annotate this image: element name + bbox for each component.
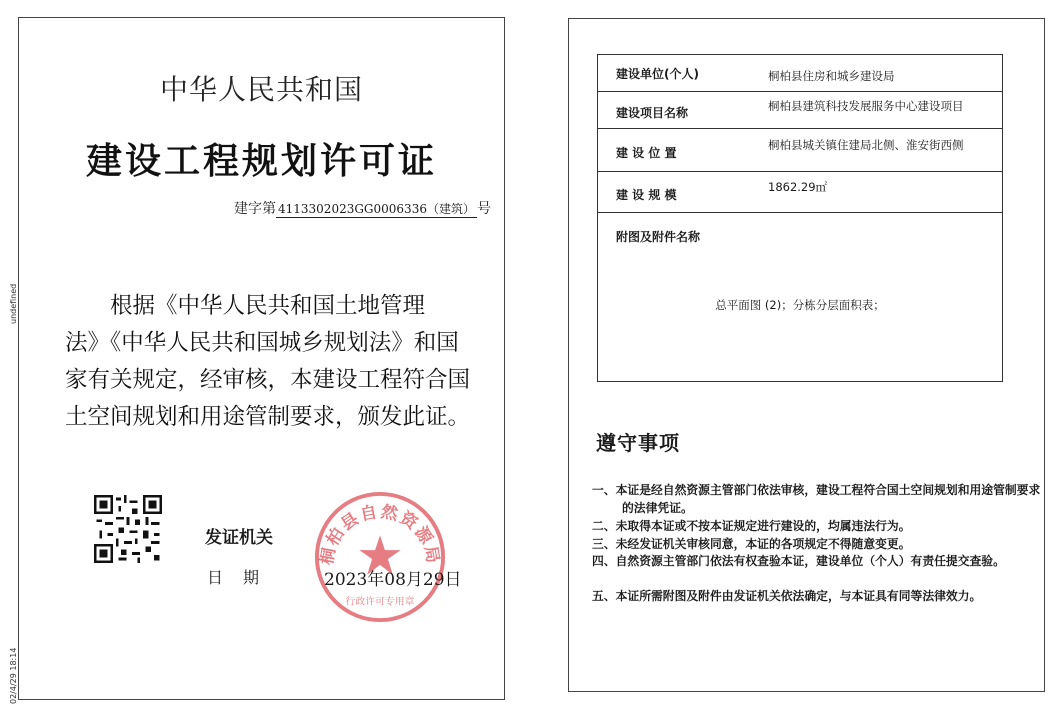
row-value: 桐柏县住房和城乡建设局 xyxy=(768,69,895,83)
row-label: 建设项目名称 xyxy=(616,106,689,120)
table-row xyxy=(598,172,1002,213)
certificate-back-page xyxy=(568,18,1045,692)
project-info-table xyxy=(597,54,1003,382)
rule-item: 五、本证所需附图及附件由发证机关依法确定，与本证具有同等法律效力。 xyxy=(592,589,982,603)
rule-item: 三、未经发证机关审核同意，本证的各项规定不得随意变更。 xyxy=(592,537,911,551)
row-label: 建 设 位 置 xyxy=(616,146,677,160)
certificate-number-value: 4113302023GG0006336（建筑） xyxy=(278,202,475,216)
certificate-number xyxy=(234,198,491,218)
issue-date: 2023年08月29日 xyxy=(324,570,462,590)
certificate-number-prefix: 建字第 xyxy=(234,201,276,217)
row-value: 桐柏县城关镇住建局北侧、淮安街西侧 xyxy=(768,138,964,152)
row-value: 桐柏县建筑科技发展服务中心建设项目 xyxy=(768,99,964,113)
table-row xyxy=(598,55,1002,92)
row-label: 建 设 规 模 xyxy=(616,188,677,202)
table-row xyxy=(598,129,1002,172)
legal-basis-text: 根据《中华人民共和国土地管理法》《中华人民共和国城乡规划法》和国家有关规定，经审核，本建设工程符合国土空间规划和用途管制要求，颁发此证。 xyxy=(65,293,471,430)
country-name: 中华人民共和国 xyxy=(159,73,363,106)
attachments-label: 附图及附件名称 xyxy=(616,230,701,244)
certificate-front-page xyxy=(18,17,505,700)
certificate-title: 建设工程规划许可证 xyxy=(85,141,437,182)
margin-timestamp: 02/4/29 18:14 xyxy=(9,647,18,704)
margin-undefined-text: undefined xyxy=(9,283,18,324)
official-seal-icon xyxy=(311,488,449,626)
seal-name: 桐柏县自然资源局 xyxy=(316,500,444,567)
attachments-value: 总平面图 (2)；分栋分层面积表； xyxy=(715,298,885,312)
qr-code-icon xyxy=(94,495,162,563)
rule-item: 四、自然资源主管部门依法有权查验本证，建设单位（个人）有责任提交查验。 xyxy=(592,554,1005,568)
row-label: 建设单位(个人) xyxy=(616,67,699,81)
row-value: 1862.29㎡ xyxy=(768,180,828,194)
issuing-authority-label: 发证机关 xyxy=(205,528,273,548)
issue-date-label: 日期 xyxy=(207,568,280,587)
rule-item: 二、未取得本证或不按本证规定进行建设的，均属违法行为。 xyxy=(592,519,911,533)
certificate-number-suffix: 号 xyxy=(476,201,491,217)
table-row xyxy=(598,92,1002,129)
rules-title: 遵守事项 xyxy=(596,431,680,455)
seal-subtitle: 行政许可专用章 xyxy=(345,596,415,608)
rule-item: 一、本证是经自然资源主管部门依法审核，建设工程符合国土空间规划和用途管制要求的法律凭证。 xyxy=(592,483,1041,515)
